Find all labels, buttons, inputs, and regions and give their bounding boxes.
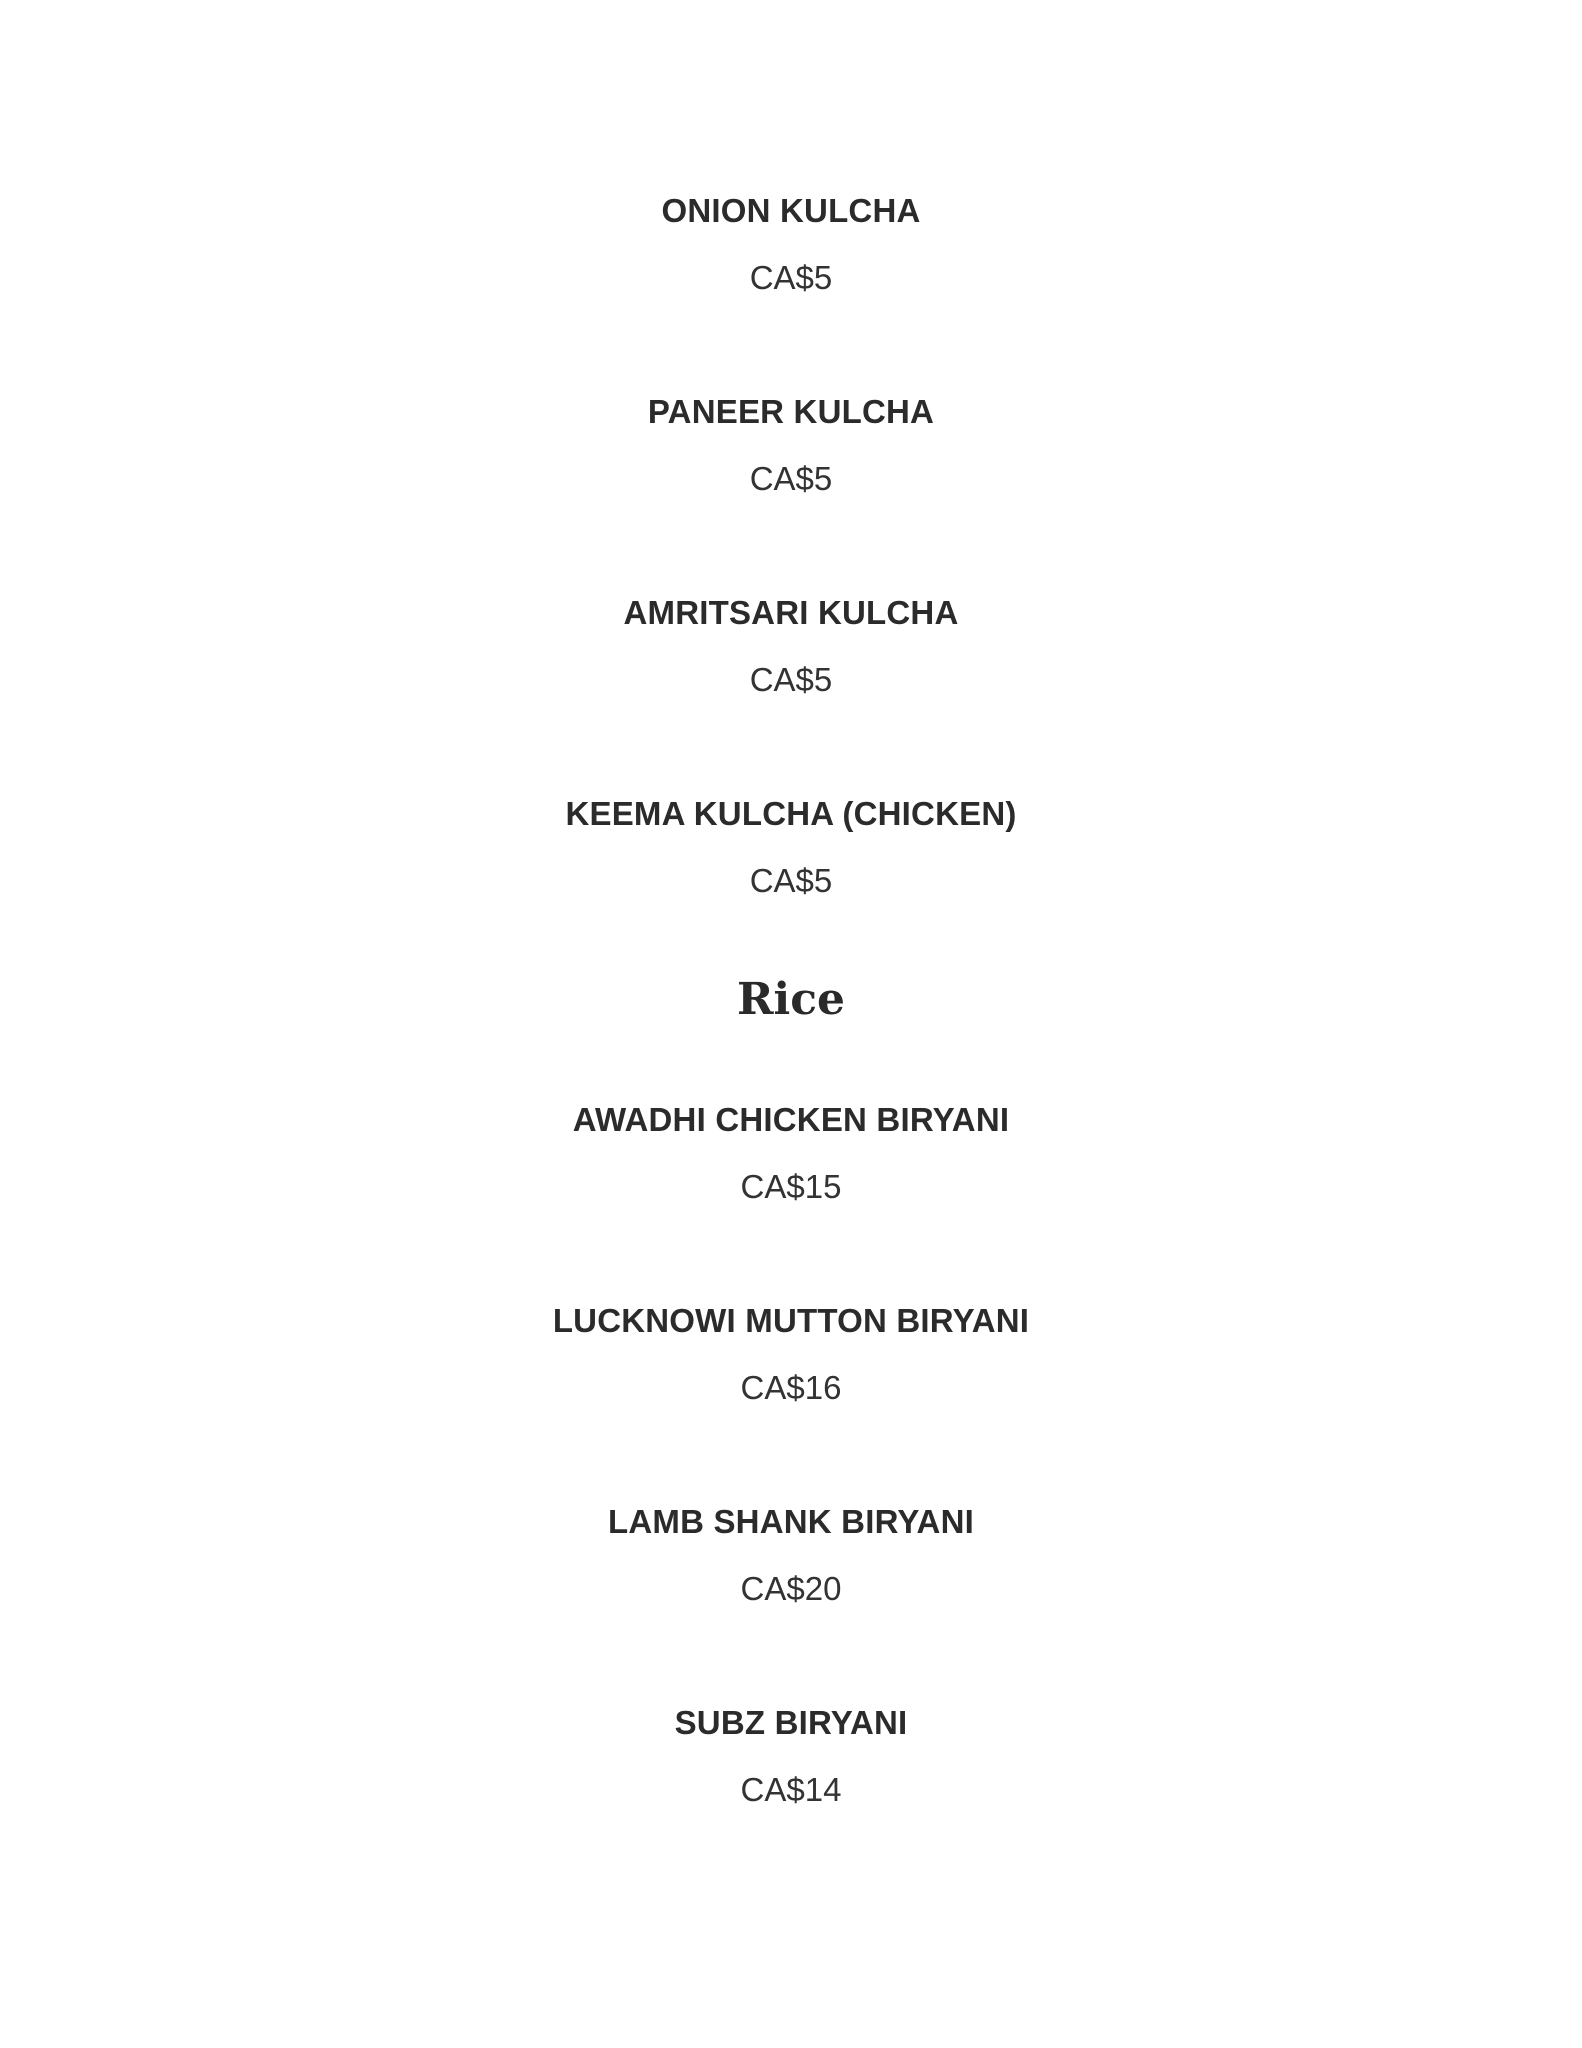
menu-item-price: CA$5 [749, 259, 833, 296]
menu-item-name: SUBZ BIRYANI [674, 1704, 908, 1741]
menu-item-price: CA$20 [740, 1570, 842, 1607]
menu-item [0, 794, 1582, 901]
menu-item-price: CA$15 [740, 1168, 842, 1205]
menu-item-price: CA$5 [749, 862, 833, 899]
menu-item-name: KEEMA KULCHA (CHICKEN) [565, 795, 1017, 832]
menu-item-name: LUCKNOWI MUTTON BIRYANI [552, 1302, 1030, 1339]
menu-item-price: CA$5 [749, 460, 833, 497]
section-heading-rice: Rice [736, 974, 846, 1025]
menu-item [0, 191, 1582, 298]
menu-item-price: CA$16 [740, 1369, 842, 1406]
menu-item [0, 392, 1582, 499]
menu-item [0, 593, 1582, 700]
menu-item [0, 1100, 1582, 1207]
menu-item [0, 1301, 1582, 1408]
menu-item-name: ONION KULCHA [661, 192, 921, 229]
menu-item-name: LAMB SHANK BIRYANI [607, 1503, 974, 1540]
menu-item-name: PANEER KULCHA [647, 393, 935, 430]
menu-item-price: CA$14 [740, 1771, 842, 1808]
menu-item [0, 1703, 1582, 1810]
menu-item [0, 1502, 1582, 1609]
menu-item-name: AMRITSARI KULCHA [623, 594, 959, 631]
menu-item-name: AWADHI CHICKEN BIRYANI [572, 1101, 1010, 1138]
menu-item-price: CA$5 [749, 661, 833, 698]
